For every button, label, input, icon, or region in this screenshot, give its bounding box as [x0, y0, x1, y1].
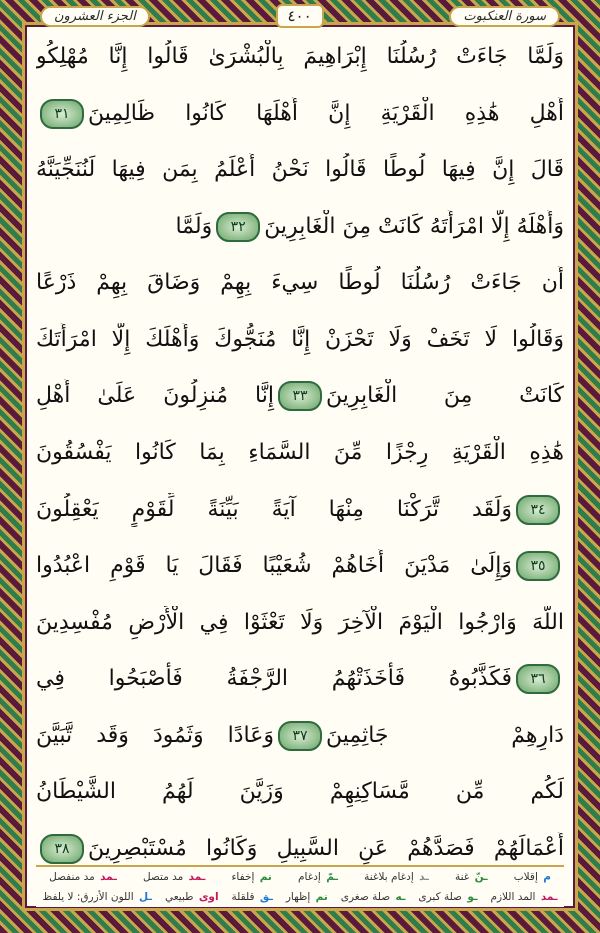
- ayah-number-marker: ٣٣: [278, 381, 322, 411]
- verse-text: فَكَذَّبُوهُ فَأَخَذَتْهُمُ الرَّجْفَةُ فَأَصْبَحُوا فِي: [36, 666, 512, 692]
- ayah-number-marker: ٣١: [40, 99, 84, 129]
- tajweed-legend: [36, 865, 564, 907]
- verse-text: قَالَ إِنَّ فِيهَا لُوطًا قَالُوا نَحْنُ أَعْلَمُ بِمَن فِيهَا لَنُنَجِّيَنَّهُ: [36, 157, 564, 183]
- ayah-number-marker: ٣٤: [516, 495, 560, 525]
- text-line: [36, 97, 564, 131]
- surah-title: سورة العنكبوت: [449, 6, 560, 27]
- legend-label: قلقلة: [231, 891, 255, 903]
- ayah-number-marker: ٣٦: [516, 664, 560, 694]
- ayah-number-marker: ٣٨: [40, 834, 84, 864]
- legend-swatch: ـل: [139, 891, 152, 903]
- verse-text: اللَّهَ وَارْجُوا الْيَوْمَ الْآخِرَ وَلَا تَعْثَوْا فِي الْأَرْضِ مُفْسِدِينَ: [36, 609, 564, 635]
- text-line: [36, 832, 564, 866]
- verse-text: وَلَمَّا جَاءَتْ رُسُلُنَا إِبْرَاهِيمَ بِالْبُشْرَىٰ قَالُوا إِنَّا مُهْلِكُو: [36, 44, 564, 69]
- legend-swatch: ـمد: [100, 871, 117, 883]
- legend-item: [490, 891, 557, 903]
- legend-item: [341, 891, 406, 903]
- legend-item: [455, 871, 488, 883]
- verse-text: وَقَالُوا لَا تَخَفْ وَلَا تَحْزَنْ إِنَّا مُنَجُّوكَ وَأَهْلَكَ إِلَّا امْرَأَتَكَ: [36, 326, 564, 352]
- legend-label: إقلاب: [513, 871, 538, 883]
- legend-swatch: نم: [259, 871, 272, 883]
- text-line: [36, 40, 564, 74]
- text-line: [36, 210, 564, 244]
- text-line: [36, 662, 564, 696]
- page-header: [40, 2, 560, 30]
- legend-item: [286, 891, 328, 903]
- legend-item: [364, 871, 429, 883]
- text-line: [36, 549, 564, 583]
- quran-text: [36, 40, 564, 866]
- legend-swatch: ـمد: [188, 871, 206, 883]
- verse-text: وَلَمَّا: [175, 213, 213, 239]
- legend-swatch: م: [543, 871, 551, 883]
- legend-item: [165, 891, 219, 903]
- verse-text: لَكُم مِّن مَّسَاكِنِهِمْ وَزَيَّنَ لَهُمُ الشَّيْطَانُ: [36, 779, 564, 805]
- verse-text: أَعْمَالَهُمْ فَصَدَّهُمْ عَنِ السَّبِيلِ وَكَانُوا مُسْتَبْصِرِينَ: [88, 835, 564, 861]
- text-line: [36, 493, 564, 527]
- legend-item: [232, 891, 273, 903]
- legend-label: غنة: [454, 871, 470, 883]
- legend-swatch: ـق: [259, 891, 273, 903]
- verse-text: دَارِهِمْ جَاثِمِينَ: [326, 722, 564, 748]
- juz-title: الجزء العشرون: [40, 6, 150, 27]
- legend-item: [232, 871, 272, 883]
- text-line: [36, 436, 564, 470]
- legend-swatch: نم: [315, 891, 328, 903]
- legend-label: طبيعي: [164, 891, 194, 903]
- ayah-number-marker: ٣٧: [278, 721, 322, 751]
- legend-row-1: [36, 871, 564, 883]
- legend-swatch: ـمد: [540, 891, 558, 903]
- legend-row-2: [36, 891, 564, 903]
- legend-label: المد اللازم: [490, 891, 536, 903]
- legend-item: [514, 871, 551, 883]
- verse-text: وَعَادًا وَثَمُودَ وَقَد تَّبَيَّنَ: [36, 722, 274, 748]
- legend-swatch: ـد: [419, 871, 429, 883]
- legend-label: صلة صغرى: [340, 891, 391, 903]
- legend-label: صلة كبرى: [418, 891, 462, 903]
- legend-swatch: ـو: [467, 891, 478, 903]
- legend-swatch: ـه: [395, 891, 406, 903]
- verse-text: وَأَهْلَهُ إِلَّا امْرَأَتَهُ كَانَتْ مِنَ الْغَابِرِينَ: [264, 213, 564, 239]
- text-line: [36, 719, 564, 753]
- legend-item: [43, 891, 152, 903]
- legend-label: إخفاء: [231, 871, 255, 883]
- legend-swatch: اوى: [198, 891, 219, 903]
- text-line: [36, 323, 564, 357]
- page-number: ٤٠٠: [276, 4, 324, 28]
- legend-item: [143, 871, 205, 883]
- verse-text: أَهْلِ هَٰذِهِ الْقَرْيَةِ إِنَّ أَهْلَهَا كَانُوا ظَالِمِينَ: [88, 100, 564, 126]
- legend-label: إظهار: [285, 891, 311, 903]
- legend-label: إدغام بلاغنة: [364, 871, 414, 883]
- text-line: [36, 266, 564, 300]
- legend-label: مد منفصل: [49, 871, 95, 883]
- legend-label: اللون الأزرق: لا يلفظ: [42, 891, 134, 903]
- verse-text: كَانَتْ مِنَ الْغَابِرِينَ: [326, 383, 564, 409]
- legend-label: مد متصل: [142, 871, 184, 883]
- legend-swatch: ـمّ: [326, 871, 339, 883]
- text-line: [36, 379, 564, 413]
- legend-swatch: ـنّ: [474, 871, 488, 883]
- ayah-number-marker: ٣٢: [216, 212, 260, 242]
- verse-text: وَإِلَىٰ مَدْيَنَ أَخَاهُمْ شُعَيْبًا فَقَالَ يَا قَوْمِ اعْبُدُوا: [36, 553, 512, 579]
- text-line: [36, 153, 564, 187]
- legend-item: [298, 871, 338, 883]
- verse-text: إِنَّا مُنزِلُونَ عَلَىٰ أَهْلِ: [36, 383, 274, 409]
- text-line: [36, 775, 564, 809]
- verse-text: أَن جَاءَتْ رُسُلُنَا لُوطًا سِيءَ بِهِمْ وَضَاقَ بِهِمْ ذَرْعًا: [36, 270, 564, 296]
- legend-item: [49, 871, 117, 883]
- text-line: [36, 606, 564, 640]
- legend-item: [418, 891, 477, 903]
- verse-text: هَٰذِهِ الْقَرْيَةِ رِجْزًا مِّنَ السَّمَاءِ بِمَا كَانُوا يَفْسُقُونَ: [36, 439, 564, 465]
- legend-label: إدغام: [298, 871, 321, 883]
- ayah-number-marker: ٣٥: [516, 551, 560, 581]
- verse-text: وَلَقَد تَّرَكْنَا مِنْهَا آيَةً بَيِّنَةً لِّقَوْمٍ يَعْقِلُونَ: [36, 496, 512, 522]
